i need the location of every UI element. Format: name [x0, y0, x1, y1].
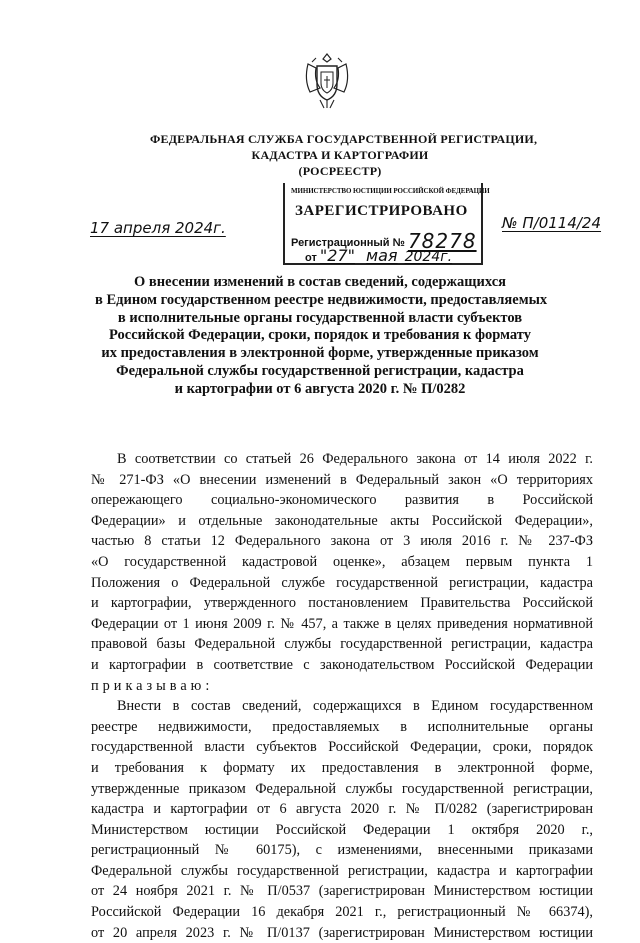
body-line: от 24 ноября 2021 г. № П/0537 (зарегистрирован Министерством юстиции — [91, 883, 593, 900]
order-number: № П/0114/24 — [502, 214, 602, 232]
paragraph-1 — [91, 449, 593, 696]
title-line: О внесении изменений в состав сведений, содержащихся — [134, 274, 506, 290]
stamp-title: ЗАРЕГИСТРИРОВАНО — [295, 203, 468, 219]
body-line: № 271-ФЗ «О внесении изменений в Федеральный закон «О территориях — [91, 471, 593, 488]
stamp-date-prefix: от — [305, 252, 317, 264]
agency-line-2: КАДАСТРА И КАРТОГРАФИИ — [251, 148, 429, 162]
body-line: Федерации» и отдельные законодательные акты Российской Федерации», — [91, 512, 593, 529]
body-line: и картографии, утвержденного постановлением Правительства Российской — [91, 595, 593, 612]
body-line: и картографии в соответствие с законодательством Российской Федерации — [91, 656, 593, 673]
body-line: и требования к формату их предоставления в электронной форме, — [91, 759, 593, 776]
body-line: Внести в состав сведений, содержащихся в Едином государственном — [117, 698, 593, 715]
stamp-date-line — [305, 246, 452, 265]
body-line: Положения о Федеральной службе государственной регистрации, кадастра — [91, 574, 593, 591]
order-date: 17 апреля 2024г. — [90, 219, 226, 237]
agency-line-1: ФЕДЕРАЛЬНАЯ СЛУЖБА ГОСУДАРСТВЕННОЙ РЕГИСТРАЦИИ, — [150, 132, 538, 146]
body-line: утвержденные приказом Федеральной службы государственной регистрации, — [91, 780, 593, 797]
body-line: реестре недвижимости, предоставляемых в исполнительные органы — [91, 718, 593, 735]
document-title — [95, 274, 548, 399]
stamp-date-day: "27" — [319, 246, 355, 265]
registration-stamp — [283, 183, 490, 265]
body-line: Федерации от 1 июня 2009 г. № 457, а также в целях приведения нормативной — [91, 615, 593, 632]
agency-header — [150, 131, 538, 179]
stamp-org: МИНИСТЕРСТВО ЮСТИЦИИ РОССИЙСКОЙ ФЕДЕРАЦИИ — [291, 187, 490, 195]
stamp-date-year: 2024г. — [404, 249, 453, 265]
body-line: от 20 апреля 2023 г. № П/0137 (зарегистрирован Министерством юстиции — [91, 924, 593, 941]
body-line: Министерством юстиции Российской Федерации 1 октября 2020 г., — [91, 821, 593, 838]
body-line: «О государственной кадастровой оценке», абзацем первым пункта 1 — [91, 553, 593, 570]
prikazyvayu-text: приказываю: — [91, 677, 214, 694]
body-line: государственной власти субъектов Российской Федерации, сроки, порядок — [91, 739, 593, 756]
title-line: Федеральной службы государственной регистрации, кадастра — [116, 362, 524, 379]
stamp-regno-label: Регистрационный № — [291, 237, 405, 249]
body-line: кадастра и картографии от 6 августа 2020 г. № П/0282 (зарегистрирован — [91, 801, 593, 818]
paragraph-2 — [91, 696, 593, 943]
body-line: частью 8 статьи 12 Федерального закона от 3 июля 2016 г. № 237-ФЗ — [91, 533, 593, 550]
document-body — [91, 449, 593, 943]
stamp-date-month: мая — [366, 246, 398, 265]
title-line: в исполнительные органы государственной власти субъектов — [117, 309, 523, 326]
body-line: Федеральной службы государственной регистрации, кадастра и картографии — [91, 862, 593, 879]
agency-line-3: (РОСРЕЕСТР) — [298, 164, 382, 178]
body-line: регистрационный № 60175), с изменениями, внесенными приказами — [91, 842, 593, 859]
body-line: правовой базы Федеральной службы государственной регистрации, кадастра — [91, 636, 593, 653]
body-line: В соответствии со статьей 26 Федерального закона от 14 июля 2022 г. — [117, 451, 593, 467]
title-line: и картографии от 6 августа 2020 г. № П/0282 — [174, 380, 466, 397]
title-line: Российской Федерации, сроки, порядок и требования к формату — [109, 327, 531, 344]
stamp-regno-value: 78278 — [407, 229, 477, 253]
body-line: опережающего социально-экономического развития в Российской — [91, 492, 593, 509]
russian-coat-of-arms-icon — [302, 50, 352, 110]
body-line: Российской Федерации 16 декабря 2021 г., регистрационный № 66374), — [91, 904, 593, 921]
title-line: в Едином государственном реестре недвижимости, предоставляемых — [95, 291, 548, 308]
title-line: их предоставления в электронной форме, утвержденные приказом — [101, 345, 539, 362]
